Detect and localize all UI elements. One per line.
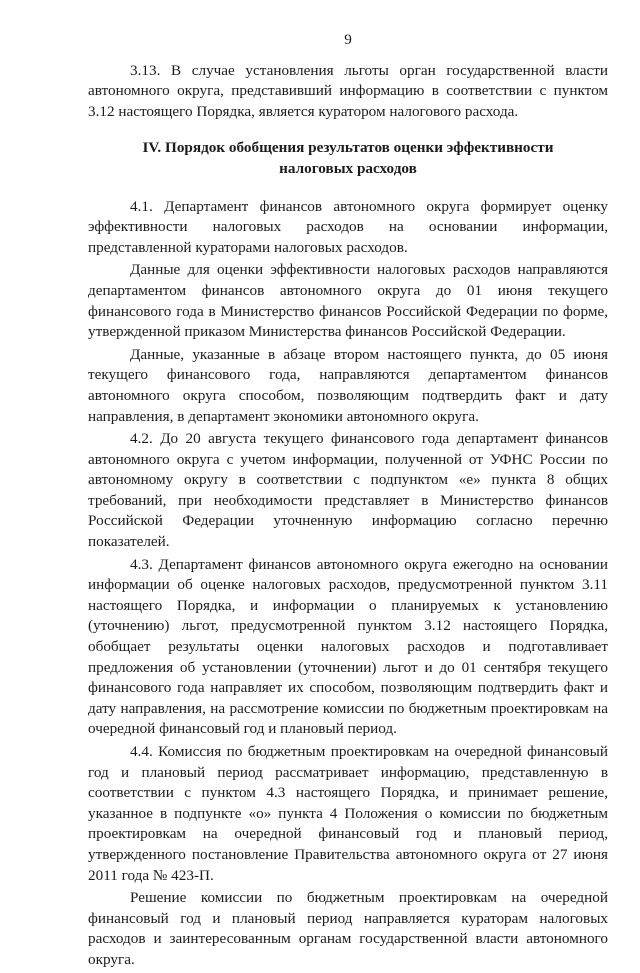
paragraph-3-13: 3.13. В случае установления льготы орган государственной власти автономного округа, представивший информацию в соответствии с пунктом 3.12 настоящего Порядка, является куратором налогового расхода. bbox=[88, 61, 608, 120]
section-heading: IV. Порядок обобщения результатов оценки эффективности налоговых расходов bbox=[142, 139, 554, 177]
page-number: 9 bbox=[344, 31, 352, 48]
paragraph-4-1-data: Данные для оценки эффективности налоговых расходов направляются департаментом финансов автономного округа до 01 июня текущего финансового года в Министерство финансов Российской Федерации по форме, утвержденной приказом Министерства финансов Российской Федерации. bbox=[88, 261, 608, 341]
document-page bbox=[88, 30, 608, 973]
paragraph-4-4: 4.4. Комиссия по бюджетным проектировкам на очередной финансовый год и плановый период рассматривает информацию, представленную в соответствии с пунктом 4.3 настоящего Порядка, и принимает решение, указанное в подпункте «о» пункта 4 Положения о комиссии по бюджетным проектировкам на очередной финансовый год и плановый период, утвержденного постановление Правительства автономного округа от 27 июня 2011 года № 423-П. bbox=[88, 743, 608, 884]
paragraph-decision: Решение комиссии по бюджетным проектировкам на очередной финансовый год и плановый период направляется кураторам налоговых расходов и заинтересованным органам государственной власти автономного округа. bbox=[88, 889, 608, 968]
paragraph-4-1-transfer: Данные, указанные в абзаце втором настоящего пункта, до 05 июня текущего финансового года, направляются департаментом финансов автономного округа способом, позволяющим подтвердить факт и дату направления, в департамент экономики автономного округа. bbox=[88, 345, 608, 425]
paragraph-4-1: 4.1. Департамент финансов автономного округа формирует оценку эффективности налоговых расходов на основании информации, представленной кураторами налоговых расходов. bbox=[88, 197, 608, 256]
paragraph-4-3: 4.3. Департамент финансов автономного округа ежегодно на основании информации об оценке налоговых расходов, предусмотренной пунктом 3.11 настоящего Порядка, и информации о планируемых к установлению (уточнению) льгот, предусмотренной пунктом 3.12 настоящего Порядка, обобщает результаты оценки налоговых расходов и подготавливает предложения об установлении (уточнении) льгот и до 01 сентября текущего финансового года направляет их способом, позволяющим подтвердить факт и дату направления, на рассмотрение комиссии по бюджетным проектировкам на очередной финансовый год и плановый период. bbox=[88, 555, 608, 738]
paragraph-4-2: 4.2. До 20 августа текущего финансового года департамент финансов автономного округа с учетом информации, полученной от УФНС России по автономному округу в соответствии с подпунктом «е» пункта 8 общих требований, при необходимости представляет в Министерство финансов Российской Федерации уточненную информацию согласно перечню показателей. bbox=[88, 430, 608, 551]
